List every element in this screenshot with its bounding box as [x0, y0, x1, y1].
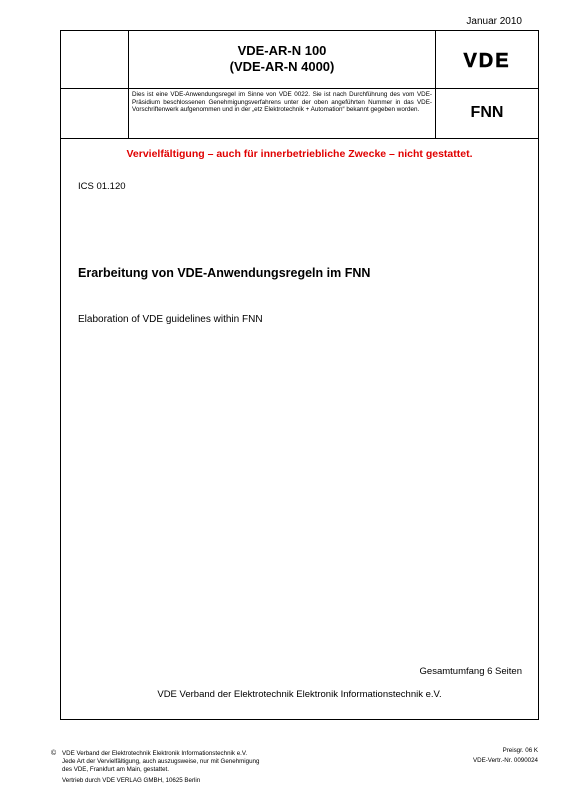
approval-notice: Dies ist eine VDE-Anwendungsregel im Sinne von VDE 0022. Sie ist nach Durchführung des vom VDE-Präsidium beschlossenen Genehmigungsverfahrens unter der oben angeführten Nummer in das VDE-Vorschriftenwerk aufgenommen und in der „etz Elektrotechnik + Automation“ bekannt gegeben worden.: [132, 91, 432, 114]
document-number-alt: (VDE-AR-N 4000): [229, 59, 335, 74]
document-number-block: [129, 43, 435, 75]
committee-label: FNN: [470, 104, 504, 121]
footer-line: Vertrieb durch VDE VERLAG GMBH, 10625 Berlin: [62, 777, 201, 785]
reproduction-notice: Vervielfältigung – auch für innerbetriebliche Zwecke – nicht gestattet.: [126, 148, 473, 160]
footer-line: Jede Art der Vervielfältigung, auch auszugsweise, nur mit Genehmigung: [62, 757, 260, 765]
footer-line: VDE Verband der Elektrotechnik Elektronik Informationstechnik e.V.: [62, 750, 248, 757]
sales-number: VDE-Vertr.-Nr. 0090024: [473, 756, 538, 764]
publication-date: Januar 2010: [466, 16, 522, 27]
title-german: Erarbeitung von VDE-Anwendungsregeln im FNN: [78, 266, 371, 280]
document-number: VDE-AR-N 100: [237, 43, 327, 58]
vde-logo: [436, 31, 538, 88]
copyright-icon: ©: [51, 750, 57, 757]
footer-pricing: [473, 746, 538, 765]
header-title-row: [61, 31, 538, 89]
footer-copyright: [51, 750, 322, 785]
title-english: Elaboration of VDE guidelines within FNN: [78, 314, 263, 325]
vde-logo-text: VDE: [463, 49, 511, 70]
association-name: VDE Verband der Elektrotechnik Elektronik Informationstechnik e.V.: [157, 689, 442, 700]
header-notice-row: [61, 88, 538, 139]
price-group: Preisgr. 06 K: [502, 747, 538, 754]
document-frame: [60, 30, 539, 720]
total-pages: Gesamtumfang 6 Seiten: [419, 666, 522, 677]
ics-code: ICS 01.120: [78, 181, 126, 192]
vde-logo-mark: [451, 50, 523, 70]
footer-line: des VDE, Frankfurt am Main, gestattet.: [62, 765, 169, 773]
